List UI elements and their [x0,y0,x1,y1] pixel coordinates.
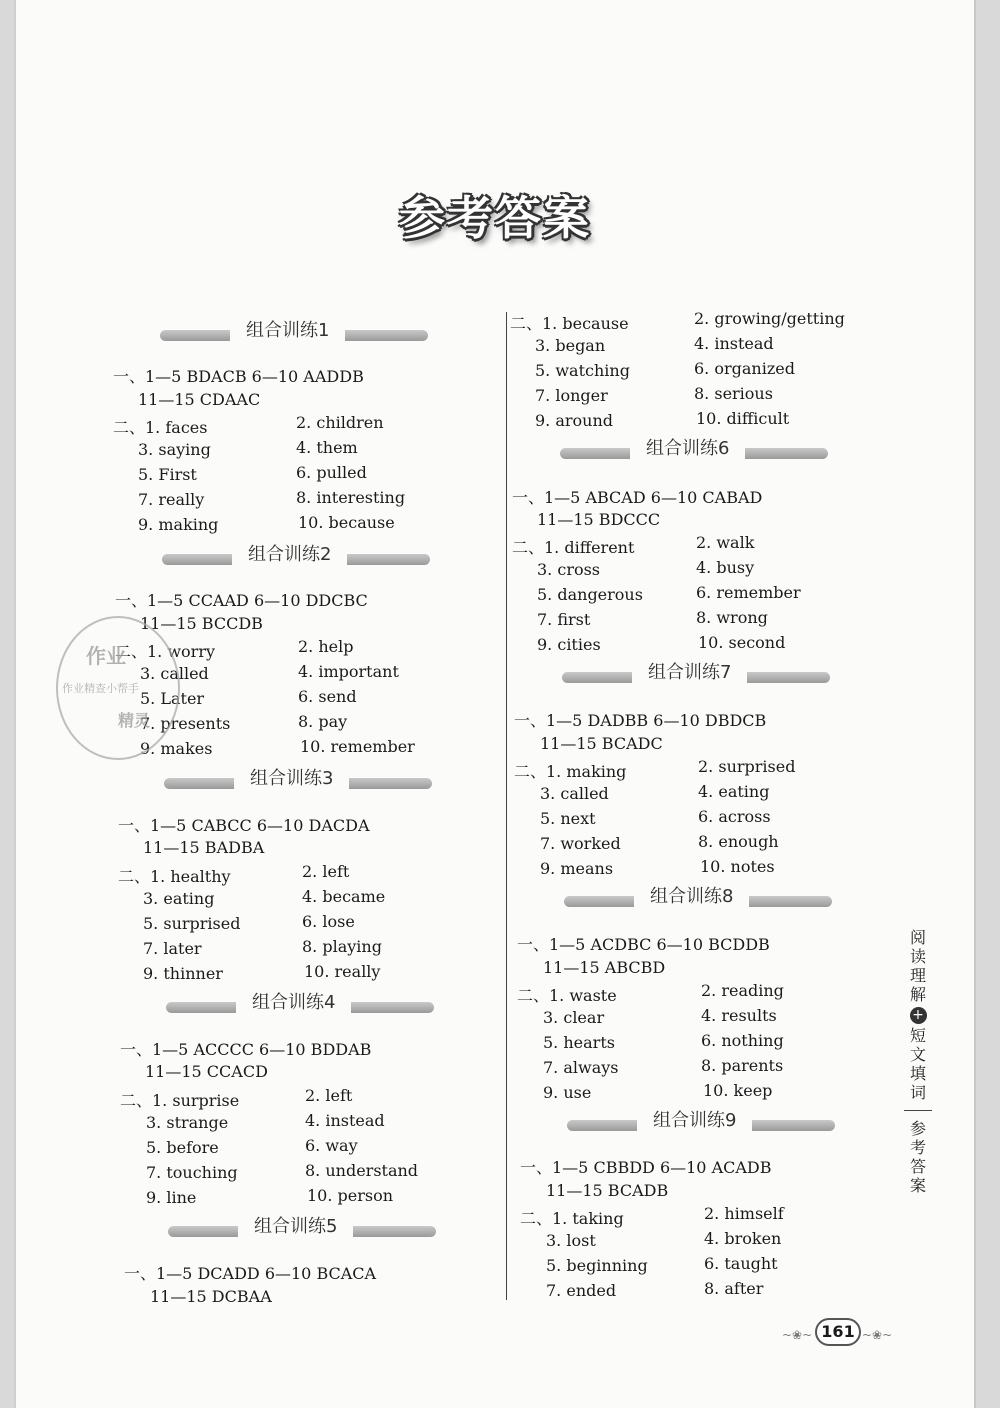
fill-answer: 二、1. because [510,314,629,333]
fill-answer: 4. became [302,887,386,906]
section-header [162,542,432,572]
mc-answers: 一、1—5 CABCC 6—10 DACDA [118,816,370,835]
fill-answer: 6. way [305,1136,358,1155]
fill-answer: 2. left [302,862,350,881]
mc-answers: 11—15 BCADB [546,1181,669,1200]
mc-answers: 11—15 CCACD [145,1062,268,1081]
mc-answers: 11—15 BCADC [540,734,663,753]
mc-answers: 11—15 BADBA [143,838,265,857]
mc-answers: 一、1—5 BDACB 6—10 AADDB [113,367,364,386]
fill-answer: 9. means [540,859,614,878]
fill-answer: 二、1. waste [517,986,617,1005]
fill-answer: 2. surprised [698,757,796,776]
fill-answer: 6. nothing [701,1031,784,1050]
fill-answer: 3. called [140,664,209,683]
section-header [560,436,830,466]
fill-answer: 二、1. surprise [120,1091,240,1110]
section-title: 组合训练6 [630,434,745,460]
fill-answer: 6. lose [302,912,355,931]
fill-answer: 3. lost [546,1231,596,1250]
fill-answer: 9. cities [537,635,601,654]
fill-answer: 8. parents [701,1056,784,1075]
fill-answer: 5. beginning [546,1256,648,1275]
column-divider [506,312,507,1300]
fill-answer: 二、1. faces [113,418,208,437]
fill-answer: 4. them [296,438,358,457]
mc-answers: 一、1—5 DADBB 6—10 DBDCB [514,711,767,730]
fill-answer: 5. hearts [543,1033,615,1052]
fill-answer: 8. serious [694,384,773,403]
fill-answer: 10. because [298,513,395,532]
fill-answer: 9. line [146,1188,197,1207]
fill-answer: 8. enough [698,832,779,851]
section-header [168,1214,438,1244]
fill-answer: 10. difficult [696,409,790,428]
mc-answers: 一、1—5 CCAAD 6—10 DDCBC [115,591,368,610]
fill-answer: 8. wrong [696,608,768,627]
mc-answers: 11—15 DCBAA [150,1287,272,1306]
fill-answer: 3. saying [138,440,211,459]
side-label-middle: 短文填词 [909,1026,926,1102]
mc-answers: 11—15 CDAAC [138,390,261,409]
ornament-left-icon: ~❀~ [782,1328,813,1342]
fill-answer: 4. instead [305,1111,385,1130]
fill-answer: 4. instead [694,334,774,353]
plus-icon: + [910,1007,927,1024]
fill-answer: 6. pulled [296,463,367,482]
section-title: 组合训练8 [634,882,749,908]
fill-answer: 8. after [704,1279,764,1298]
section-header [160,318,430,348]
fill-answer: 8. interesting [296,488,406,507]
mc-answers: 一、1—5 DCADD 6—10 BCACA [124,1264,377,1283]
watermark-stamp [56,616,180,760]
fill-answer: 3. eating [143,889,215,908]
fill-answer: 7. touching [146,1163,238,1182]
fill-answer: 10. keep [703,1081,773,1100]
fill-answer: 7. first [537,610,591,629]
fill-answer: 4. broken [704,1229,782,1248]
fill-answer: 9. around [535,411,614,430]
fill-answer: 3. cross [537,560,601,579]
fill-answer: 3. called [540,784,609,803]
fill-answer: 3. began [535,336,606,355]
fill-answer: 3. strange [146,1113,229,1132]
fill-answer: 3. clear [543,1008,605,1027]
fill-answer: 6. send [298,687,357,706]
fill-answer: 二、1. different [512,538,635,557]
fill-answer: 10. person [307,1186,394,1205]
fill-answer: 5. Later [140,689,205,708]
fill-answer: 10. really [304,962,381,981]
fill-answer: 8. understand [305,1161,419,1180]
section-header [164,766,434,796]
mc-answers: 一、1—5 CBBDD 6—10 ACADB [520,1158,772,1177]
page-number: 161 [815,1318,861,1346]
section-title: 组合训练3 [234,764,349,790]
fill-answer: 2. left [305,1086,353,1105]
mc-answers: 11—15 ABCBD [543,958,666,977]
fill-answer: 二、1. taking [520,1209,624,1228]
fill-answer: 10. second [698,633,786,652]
fill-answer: 6. organized [694,359,795,378]
ornament-right-icon: ~❀~ [862,1328,893,1342]
stamp-line3: 精灵 [118,711,151,730]
fill-answer: 二、1. worry [115,642,216,661]
fill-answer: 2. reading [701,981,784,1000]
side-label-top: 阅读理解 [909,928,926,1004]
fill-answer: 二、1. making [514,762,627,781]
section-header [562,660,832,690]
fill-answer: 4. results [701,1006,777,1025]
mc-answers: 11—15 BDCCC [537,510,661,529]
section-header [166,990,436,1020]
fill-answer: 6. across [698,807,771,826]
section-title: 组合训练2 [232,540,347,566]
fill-answer: 二、1. healthy [118,867,231,886]
fill-answer: 5. next [540,809,596,828]
fill-answer: 2. walk [696,533,755,552]
fill-answer: 10. notes [700,857,775,876]
side-label-bottom: 参考答案 [909,1119,926,1195]
fill-answer: 8. playing [302,937,382,956]
fill-answer: 7. ended [546,1281,617,1300]
fill-answer: 6. taught [704,1254,778,1273]
section-title: 组合训练9 [637,1106,752,1132]
fill-answer: 7. presents [140,714,231,733]
fill-answer: 7. worked [540,834,621,853]
fill-answer: 9. makes [140,739,213,758]
stamp-line2: 作业精查小帮手 [62,682,139,695]
section-title: 组合训练7 [632,658,747,684]
fill-answer: 10. remember [300,737,415,756]
fill-answer: 7. longer [535,386,608,405]
fill-answer: 5. surprised [143,914,241,933]
fill-answer: 9. thinner [143,964,223,983]
mc-answers: 一、1—5 ABCAD 6—10 CABAD [512,488,763,507]
fill-answer: 2. help [298,637,354,656]
page-title: 参考答案 [399,191,591,245]
fill-answer: 5. First [138,465,197,484]
section-title: 组合训练5 [238,1212,353,1238]
fill-answer: 4. busy [696,558,755,577]
fill-answer: 2. growing/getting [694,309,845,328]
mc-answers: 11—15 BCCDB [140,614,263,633]
fill-answer: 6. remember [696,583,801,602]
stamp-line1: 作业 [86,644,126,668]
section-title: 组合训练4 [236,988,351,1014]
section-header [567,1108,837,1138]
fill-answer: 7. later [143,939,202,958]
section-header [564,884,834,914]
fill-answer: 4. important [298,662,399,681]
mc-answers: 一、1—5 ACDBC 6—10 BCDDB [517,935,770,954]
fill-answer: 5. before [146,1138,219,1157]
mc-answers: 一、1—5 ACCCC 6—10 BDDAB [120,1040,372,1059]
fill-answer: 4. eating [698,782,770,801]
section-title: 组合训练1 [230,316,345,342]
fill-answer: 9. use [543,1083,592,1102]
fill-answer: 2. children [296,413,384,432]
fill-answer: 5. watching [535,361,630,380]
fill-answer: 2. himself [704,1204,784,1223]
fill-answer: 8. pay [298,712,348,731]
fill-answer: 9. making [138,515,219,534]
fill-answer: 5. dangerous [537,585,643,604]
side-label [904,928,932,1195]
fill-answer: 7. always [543,1058,619,1077]
fill-answer: 7. really [138,490,205,509]
